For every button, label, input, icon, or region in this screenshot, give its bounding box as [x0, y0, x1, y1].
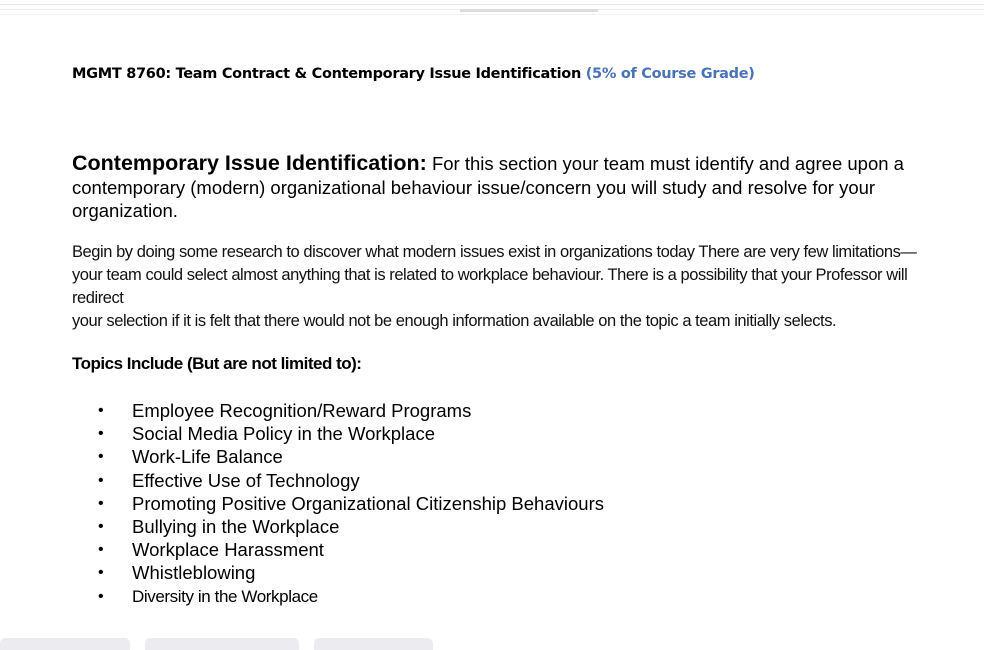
list-item: [98, 585, 604, 608]
bullet-icon: •: [98, 564, 104, 582]
list-item: [98, 399, 604, 422]
topic-label: Effective Use of Technology: [132, 469, 360, 491]
topic-label: Social Media Policy in the Workplace: [132, 423, 435, 445]
list-item: [98, 538, 604, 561]
topic-label: Diversity in the Workplace: [132, 586, 318, 606]
bullet-icon: •: [98, 541, 104, 559]
document-header: [72, 66, 755, 82]
topic-label: Whistleblowing: [132, 562, 256, 584]
list-item: [98, 469, 604, 492]
topics-heading: Topics Include (But are not limited to):: [72, 354, 362, 373]
bottom-tab[interactable]: [145, 638, 299, 650]
list-item: [98, 492, 604, 515]
topic-label: Workplace Harassment: [132, 539, 324, 561]
list-item: [98, 561, 604, 584]
bullet-icon: •: [98, 518, 104, 536]
section-intro: [72, 152, 922, 223]
bullet-icon: •: [98, 448, 104, 466]
bottom-tab[interactable]: [314, 638, 433, 650]
bullet-icon: •: [98, 494, 104, 512]
topic-label: Employee Recognition/Reward Programs: [132, 400, 472, 421]
list-item: [98, 445, 604, 468]
instructions: [72, 241, 932, 333]
topic-label: Work-Life Balance: [132, 446, 283, 468]
grade-weight: (5% of Course Grade): [585, 66, 755, 82]
bullet-icon: •: [98, 587, 104, 605]
bullet-icon: •: [98, 402, 104, 419]
top-divider: [0, 4, 984, 5]
section-heading: Contemporary Issue Identification:: [72, 151, 427, 175]
instructions-paragraph: Begin by doing some research to discover what modern issues exist in organizations today There are very few limitations—your team could select almost anything that is related to workplace behaviour. There is a possibility that your Professor will redirect: [72, 243, 917, 307]
bullet-icon: •: [98, 425, 104, 443]
topic-label: Bullying in the Workplace: [132, 516, 340, 538]
bullet-icon: •: [98, 471, 104, 489]
instructions-paragraph: your selection if it is felt that there would not be enough information available on the topic a team initially selects.: [72, 312, 837, 330]
list-item: [98, 422, 604, 445]
document-title: MGMT 8760: Team Contract & Contemporary Issue Identification: [72, 66, 581, 82]
section-intro-text: For this section your team must identify and agree upon a contemporary (modern) organizational behaviour issue/concern you will study and resolve for your organization.: [72, 153, 904, 221]
bottom-tab[interactable]: [0, 638, 130, 650]
top-divider: [0, 14, 984, 15]
topics-list: [98, 399, 604, 608]
topic-label: Promoting Positive Organizational Citizenship Behaviours: [132, 492, 604, 514]
toolbar-tab[interactable]: [460, 9, 598, 12]
list-item: [98, 515, 604, 538]
